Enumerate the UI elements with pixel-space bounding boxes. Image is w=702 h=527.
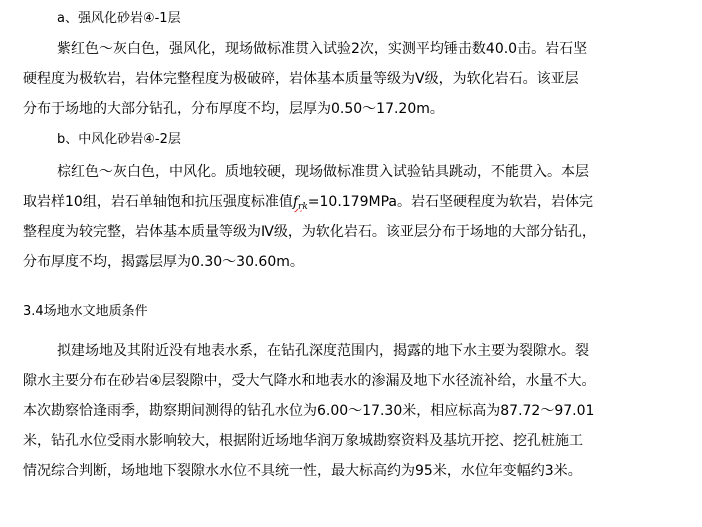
- strength-symbol-f: f: [292, 194, 299, 210]
- section-b-line-2-post: =10.179MPa。岩石坚硬程度为软岩，岩体完: [307, 194, 593, 210]
- section-3-4-line-2: 隙水主要分布在砂岩④层裂隙中，受大气降水和地表水的渗漏及地下水径流补给，水量不大。: [23, 373, 596, 389]
- section-b-line-3: 整程度为较完整，岩体基本质量等级为Ⅳ级，为软化岩石。该亚层分布于场地的大部分钻孔，: [23, 224, 596, 240]
- strength-symbol-subscript: rk: [298, 202, 308, 212]
- section-3-4-line-5: 情况综合判断，场地地下裂隙水水位不具统一性，最大标高约为95米，水位年变幅约3米。: [23, 463, 582, 479]
- section-a-line-2: 硬程度为极软岩，岩体完整程度为极破碎，岩体基本质量等级为Ⅴ级，为软化岩石。该亚层: [23, 71, 579, 87]
- section-b-line-4: 分布厚度不均，揭露层厚为0.30～30.60m。: [23, 254, 304, 270]
- section-3-4-heading: 3.4场地水文地质条件: [23, 304, 148, 319]
- section-a-heading: a、强风化砂岩④-1层: [57, 11, 181, 26]
- section-a-line-3: 分布于场地的大部分钻孔，分布厚度不均，层厚为0.50～17.20m。: [23, 101, 444, 117]
- section-b-line-1: 棕红色～灰白色，中风化。质地较硬，现场做标准贯入试验钻具跳动，不能贯入。本层: [57, 164, 589, 180]
- section-a-line-1: 紫红色～灰白色，强风化，现场做标准贯入试验2次，实测平均锤击数40.0击。岩石坚: [57, 41, 588, 57]
- section-3-4-line-4: 米，钻孔水位受雨水影响较大，根据附近场地华润万象城勘察资料及基坑开挖、挖孔桩施工: [23, 433, 583, 449]
- section-b-line-2-pre: 取岩样10组，岩石单轴饱和抗压强度标准值: [23, 194, 293, 210]
- section-3-4-line-3: 本次勘察恰逢雨季，勘察期间测得的钻孔水位为6.00～17.30米，相应标高为87.72～97.01: [23, 403, 595, 419]
- section-3-4-line-1: 拟建场地及其附近没有地表水系，在钻孔深度范围内，揭露的地下水主要为裂隙水。裂: [57, 343, 589, 359]
- section-b-heading: b、中风化砂岩④-2层: [57, 132, 181, 147]
- strength-symbol: [293, 194, 308, 210]
- section-b-line-2: [23, 193, 593, 216]
